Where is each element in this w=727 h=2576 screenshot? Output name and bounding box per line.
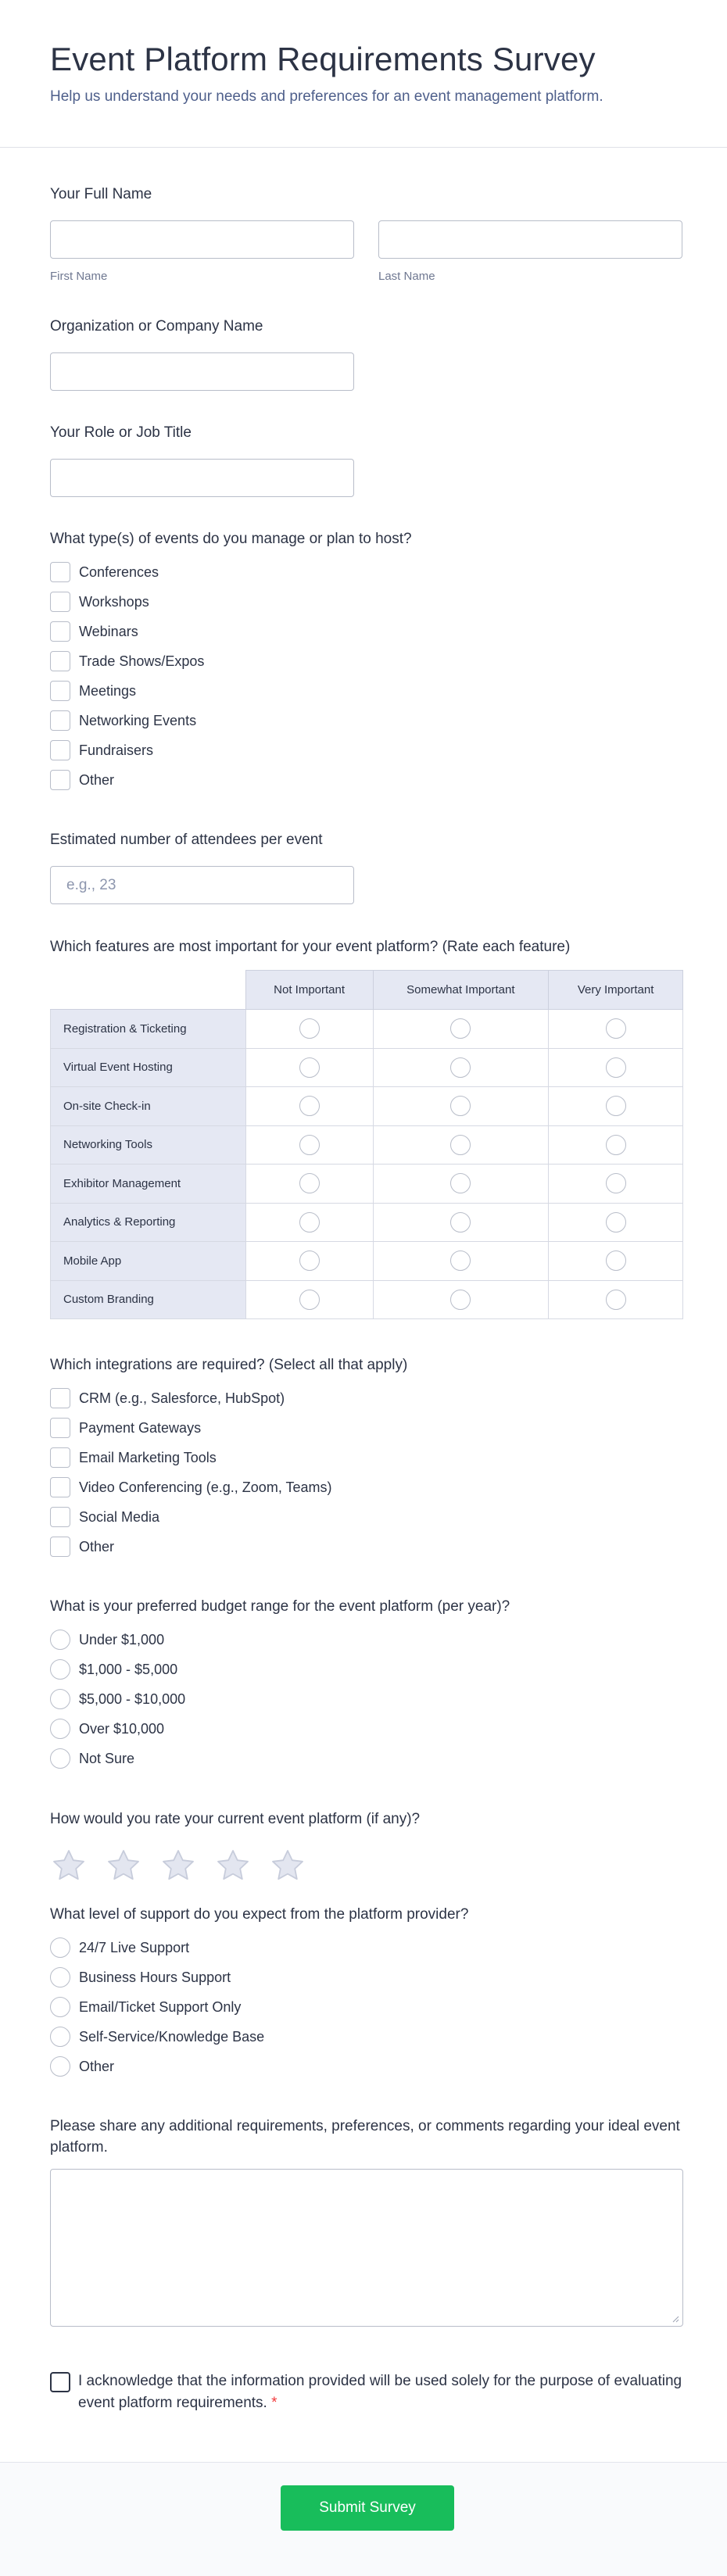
support-option-label: Email/Ticket Support Only — [79, 1998, 242, 2015]
checkbox[interactable] — [50, 1537, 70, 1557]
form-header — [0, 0, 727, 148]
resize-handle-icon[interactable] — [671, 2315, 679, 2323]
event-type-option[interactable] — [50, 706, 683, 735]
matrix-cell — [245, 1280, 373, 1319]
star-rating — [50, 1847, 683, 1884]
features-matrix — [50, 970, 683, 1319]
matrix-cell — [549, 1010, 683, 1049]
matrix-radio-button[interactable] — [299, 1135, 320, 1155]
matrix-col-header: Not Important — [245, 971, 373, 1010]
last-name-group — [378, 220, 682, 283]
matrix-cell — [373, 1087, 549, 1126]
matrix-cell — [245, 1165, 373, 1204]
matrix-cell — [245, 1010, 373, 1049]
radio-button[interactable] — [50, 1689, 70, 1709]
support-option[interactable] — [50, 1962, 683, 1992]
event-type-option-label: Trade Shows/Expos — [79, 653, 205, 669]
matrix-radio-button[interactable] — [450, 1250, 471, 1271]
checkbox[interactable] — [50, 592, 70, 612]
matrix-radio-button[interactable] — [299, 1290, 320, 1310]
star-icon[interactable] — [159, 1847, 197, 1884]
event-types-label: What type(s) of events do you manage or plan to host? — [50, 531, 412, 547]
matrix-cell — [373, 1280, 549, 1319]
last-name-input[interactable] — [378, 220, 682, 259]
matrix-radio-button[interactable] — [606, 1290, 626, 1310]
role-question — [50, 423, 683, 497]
first-name-input[interactable] — [50, 220, 354, 259]
event-type-option-label: Other — [79, 771, 115, 788]
matrix-cell — [373, 1242, 549, 1281]
star-icon[interactable] — [269, 1847, 306, 1884]
support-option-label: Other — [79, 2058, 115, 2074]
event-type-option-label: Meetings — [79, 682, 137, 699]
matrix-row-label: Exhibitor Management — [51, 1165, 246, 1204]
acknowledge-text: I acknowledge that the information provided will be used solely for the purpose of evaluating event platform requirements. — [78, 2373, 682, 2411]
matrix-cell — [373, 1203, 549, 1242]
matrix-cell — [245, 1125, 373, 1165]
attendees-input[interactable]: e.g., 23 — [50, 866, 354, 904]
required-asterisk: * — [271, 2395, 278, 2411]
support-option[interactable] — [50, 1992, 683, 2022]
budget-option[interactable] — [50, 1625, 683, 1655]
matrix-row — [51, 1165, 683, 1204]
budget-option[interactable] — [50, 1744, 683, 1773]
matrix-row — [51, 1203, 683, 1242]
matrix-cell — [549, 1203, 683, 1242]
support-question — [50, 1905, 683, 2081]
matrix-row — [51, 1280, 683, 1319]
matrix-radio-button[interactable] — [299, 1096, 320, 1116]
matrix-cell — [549, 1087, 683, 1126]
checkbox[interactable] — [50, 740, 70, 760]
integration-option[interactable] — [50, 1502, 683, 1532]
checkbox[interactable] — [50, 681, 70, 701]
matrix-row — [51, 1048, 683, 1087]
matrix-cell — [373, 1010, 549, 1049]
attendees-question — [50, 830, 683, 904]
budget-label: What is your preferred budget range for the event platform (per year)? — [50, 1598, 510, 1615]
matrix-row-label: Registration & Ticketing — [51, 1010, 246, 1049]
checkbox[interactable] — [50, 621, 70, 642]
star-icon[interactable] — [105, 1847, 142, 1884]
event-type-option[interactable] — [50, 557, 683, 587]
page-subtitle: Help us understand your needs and preferences for an event management platform. — [50, 88, 603, 105]
matrix-radio-button[interactable] — [606, 1018, 626, 1039]
matrix-radio-button[interactable] — [450, 1135, 471, 1155]
matrix-row-label: Analytics & Reporting — [51, 1203, 246, 1242]
checkbox[interactable] — [50, 1477, 70, 1497]
matrix-radio-button[interactable] — [299, 1250, 320, 1271]
integration-option[interactable] — [50, 1472, 683, 1502]
checkbox[interactable] — [50, 1418, 70, 1438]
matrix-cell — [245, 1203, 373, 1242]
matrix-row-label: Mobile App — [51, 1242, 246, 1281]
event-type-option-label: Workshops — [79, 593, 149, 610]
event-type-option-label: Conferences — [79, 564, 159, 580]
integration-option-label: Payment Gateways — [79, 1419, 202, 1436]
support-option[interactable] — [50, 1933, 683, 1962]
event-type-option[interactable] — [50, 676, 683, 706]
comments-label: Please share any additional requirements, preferences, or comments regarding your ideal event platform. — [50, 2118, 680, 2156]
matrix-cell — [549, 1280, 683, 1319]
integration-option-label: Video Conferencing (e.g., Zoom, Teams) — [79, 1479, 332, 1495]
page-title: Event Platform Requirements Survey — [50, 41, 596, 77]
matrix-radio-button[interactable] — [299, 1057, 320, 1078]
role-label: Your Role or Job Title — [50, 424, 192, 441]
support-option-label: Self-Service/Knowledge Base — [79, 2028, 265, 2045]
radio-button[interactable] — [50, 2056, 70, 2077]
matrix-col-header: Very Important — [549, 971, 683, 1010]
matrix-row-label: Networking Tools — [51, 1125, 246, 1165]
integrations-question — [50, 1355, 683, 1562]
checkbox[interactable] — [50, 1388, 70, 1408]
event-type-option-label: Webinars — [79, 623, 138, 639]
checkbox[interactable] — [50, 770, 70, 790]
integrations-label: Which integrations are required? (Select all that apply) — [50, 1357, 408, 1373]
support-label: What level of support do you expect from the platform provider? — [50, 1906, 469, 1923]
event-type-option[interactable] — [50, 587, 683, 617]
radio-button[interactable] — [50, 1748, 70, 1769]
acknowledge-question — [50, 2370, 683, 2414]
matrix-radio-button[interactable] — [450, 1096, 471, 1116]
checkbox[interactable] — [50, 710, 70, 731]
matrix-radio-button[interactable] — [450, 1212, 471, 1233]
attendees-label: Estimated number of attendees per event — [50, 832, 323, 848]
radio-button[interactable] — [50, 1719, 70, 1739]
matrix-row — [51, 1242, 683, 1281]
features-question — [50, 937, 683, 1319]
integration-option-label: Email Marketing Tools — [79, 1449, 217, 1465]
support-option-label: 24/7 Live Support — [79, 1939, 190, 1955]
full-name-label: Your Full Name — [50, 186, 152, 202]
budget-option[interactable] — [50, 1714, 683, 1744]
matrix-cell — [549, 1242, 683, 1281]
event-type-option-label: Networking Events — [79, 712, 197, 728]
budget-option-label: Over $10,000 — [79, 1720, 165, 1737]
matrix-radio-button[interactable] — [450, 1173, 471, 1193]
radio-button[interactable] — [50, 1659, 70, 1680]
integration-option-label: Social Media — [79, 1508, 160, 1525]
star-icon[interactable] — [214, 1847, 252, 1884]
budget-option-label: $5,000 - $10,000 — [79, 1690, 186, 1707]
first-name-group — [50, 220, 354, 283]
rating-question — [50, 1809, 683, 1884]
integration-option[interactable] — [50, 1413, 683, 1443]
features-label: Which features are most important for your event platform? (Rate each feature) — [50, 939, 571, 955]
event-type-option-label: Fundraisers — [79, 742, 154, 758]
budget-question — [50, 1597, 683, 1773]
matrix-radio-button[interactable] — [606, 1135, 626, 1155]
matrix-radio-button[interactable] — [450, 1290, 471, 1310]
matrix-cell — [245, 1242, 373, 1281]
matrix-radio-button[interactable] — [299, 1212, 320, 1233]
budget-option-label: $1,000 - $5,000 — [79, 1661, 178, 1677]
first-name-sublabel: First Name — [50, 270, 108, 283]
radio-button[interactable] — [50, 1630, 70, 1650]
matrix-cell — [373, 1165, 549, 1204]
budget-option[interactable] — [50, 1684, 683, 1714]
matrix-row-label: Custom Branding — [51, 1280, 246, 1319]
integration-option[interactable] — [50, 1532, 683, 1562]
event-type-option[interactable] — [50, 765, 683, 795]
matrix-row — [51, 1010, 683, 1049]
rating-label: How would you rate your current event platform (if any)? — [50, 1811, 421, 1827]
matrix-cell — [245, 1048, 373, 1087]
event-types-question — [50, 529, 683, 795]
matrix-radio-button[interactable] — [606, 1173, 626, 1193]
event-type-option[interactable] — [50, 646, 683, 676]
matrix-row — [51, 1125, 683, 1165]
checkbox[interactable] — [50, 562, 70, 582]
matrix-cell — [373, 1125, 549, 1165]
support-option[interactable] — [50, 2022, 683, 2052]
radio-button[interactable] — [50, 2027, 70, 2047]
integration-option[interactable] — [50, 1443, 683, 1472]
budget-option[interactable] — [50, 1655, 683, 1684]
event-types-options — [50, 557, 683, 795]
role-input[interactable] — [50, 459, 354, 497]
star-icon[interactable] — [50, 1847, 88, 1884]
matrix-cell — [549, 1048, 683, 1087]
radio-button[interactable] — [50, 1937, 70, 1958]
radio-button[interactable] — [50, 1967, 70, 1987]
integration-option[interactable] — [50, 1383, 683, 1413]
matrix-radio-button[interactable] — [606, 1096, 626, 1116]
support-option-label: Business Hours Support — [79, 1969, 231, 1985]
organization-question — [50, 317, 683, 391]
matrix-row-label: Virtual Event Hosting — [51, 1048, 246, 1087]
comments-question — [50, 2116, 683, 2327]
event-type-option[interactable] — [50, 617, 683, 646]
matrix-radio-button[interactable] — [450, 1057, 471, 1078]
integration-option-label: CRM (e.g., Salesforce, HubSpot) — [79, 1390, 285, 1406]
matrix-cell — [245, 1087, 373, 1126]
matrix-radio-button[interactable] — [606, 1212, 626, 1233]
matrix-radio-button[interactable] — [299, 1018, 320, 1039]
matrix-cell — [549, 1125, 683, 1165]
budget-options — [50, 1625, 683, 1773]
budget-option-label: Under $1,000 — [79, 1631, 165, 1648]
matrix-radio-button[interactable] — [606, 1057, 626, 1078]
budget-option-label: Not Sure — [79, 1750, 135, 1766]
checkbox[interactable] — [50, 1447, 70, 1468]
matrix-radio-button[interactable] — [450, 1018, 471, 1039]
full-name-question — [50, 184, 683, 283]
matrix-corner — [51, 971, 246, 1010]
checkbox[interactable] — [50, 1507, 70, 1527]
support-options — [50, 1933, 683, 2081]
matrix-row-label: On-site Check-in — [51, 1087, 246, 1126]
comments-textarea[interactable] — [50, 2169, 683, 2327]
matrix-radio-button[interactable] — [606, 1250, 626, 1271]
integration-option-label: Other — [79, 1538, 115, 1555]
event-type-option[interactable] — [50, 735, 683, 765]
integrations-options — [50, 1383, 683, 1562]
checkbox[interactable] — [50, 651, 70, 671]
support-option[interactable] — [50, 2052, 683, 2081]
organization-input[interactable] — [50, 352, 354, 391]
matrix-cell — [549, 1165, 683, 1204]
matrix-radio-button[interactable] — [299, 1173, 320, 1193]
last-name-sublabel: Last Name — [378, 270, 435, 283]
matrix-col-header: Somewhat Important — [373, 971, 549, 1010]
matrix-row — [51, 1087, 683, 1126]
acknowledge-checkbox[interactable] — [50, 2372, 70, 2392]
radio-button[interactable] — [50, 1997, 70, 2017]
submit-button[interactable]: Submit Survey — [281, 2485, 454, 2531]
matrix-cell — [373, 1048, 549, 1087]
organization-label: Organization or Company Name — [50, 318, 263, 335]
